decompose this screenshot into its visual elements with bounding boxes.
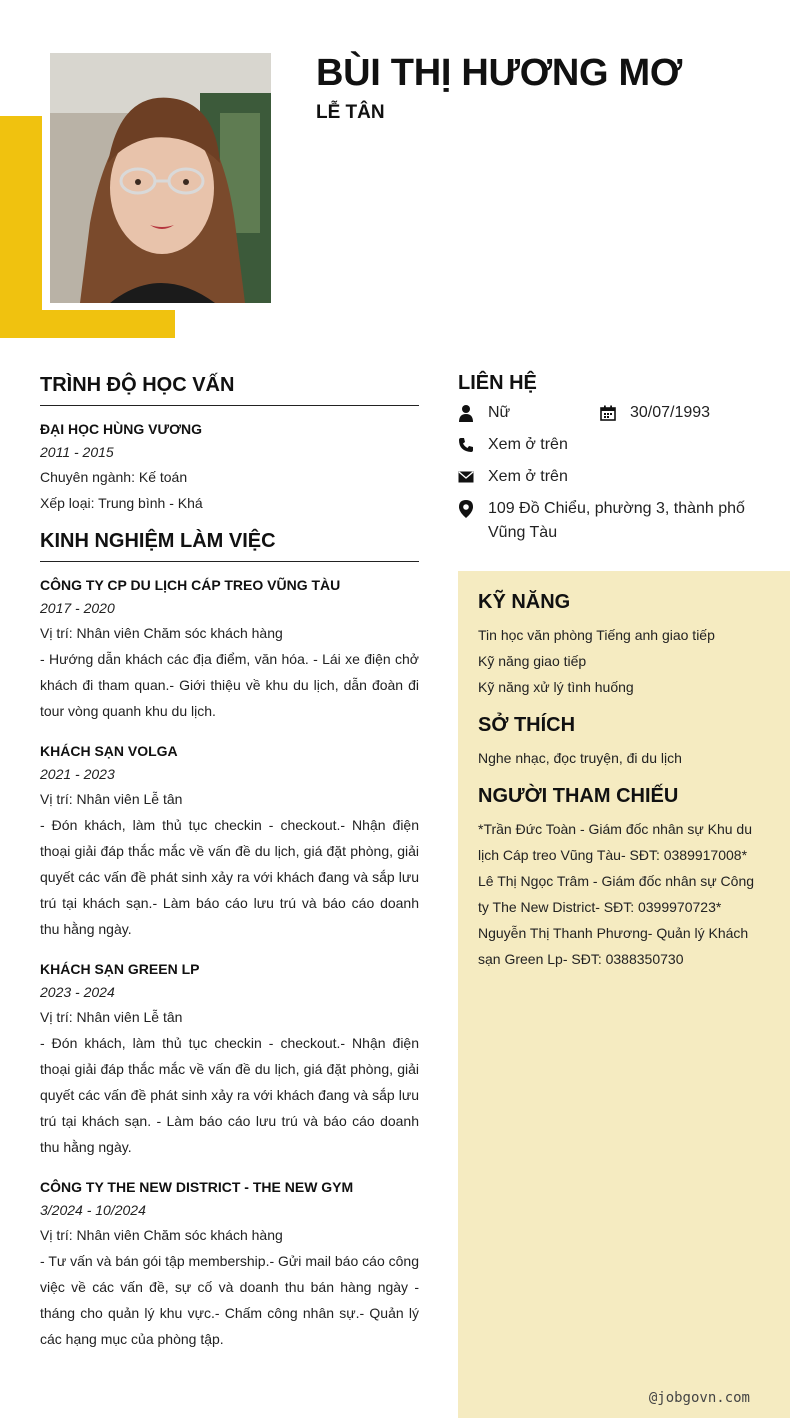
job-position: Vị trí: Nhân viên Lễ tân <box>40 791 183 807</box>
contact-row-email <box>458 465 758 489</box>
skill-item: Kỹ năng xử lý tình huống <box>478 679 634 695</box>
gender-value: Nữ <box>488 404 511 421</box>
job-company: KHÁCH SẠN VOLGA <box>40 743 178 759</box>
accent-bar-vertical <box>0 116 42 338</box>
dob-value: 30/07/1993 <box>630 404 711 421</box>
accent-bar-horizontal <box>0 310 175 338</box>
contact-row-phone <box>458 433 758 457</box>
phone-icon <box>458 433 488 457</box>
reference-line: ty The New District- SĐT: 0399970723* <box>478 899 722 915</box>
education-rank: Xếp loại: Trung bình - Khá <box>40 495 203 511</box>
job-entry <box>40 1176 419 1352</box>
left-column <box>40 374 419 1368</box>
reference-line: lịch Cáp treo Vũng Tàu- SĐT: 0389917008* <box>478 847 748 863</box>
person-icon <box>458 401 488 425</box>
job-position: Vị trí: Nhân viên Chăm sóc khách hàng <box>40 1227 283 1243</box>
reference-line: sạn Green Lp- SĐT: 0388350730 <box>478 951 684 967</box>
contact-heading: LIÊN HỆ <box>458 372 537 394</box>
skill-item: Tin học văn phòng Tiếng anh giao tiếp <box>478 627 715 643</box>
job-description: - Đón khách, làm thủ tục checkin - checkout.- Nhận điện thoại giải đáp thắc mắc về vấn đề du lịch, giá đặt phòng, giải quyết các vấn đề phát sinh xảy ra với khách đang và sắp lưu trú tại khách sạn. - Làm báo cáo lưu trú và báo cáo doanh thu hằng ngày. <box>40 1035 419 1155</box>
contact-row-address <box>458 497 758 545</box>
side-panel <box>458 571 790 1418</box>
job-period: 3/2024 - 10/2024 <box>40 1202 146 1218</box>
education-entry <box>40 418 419 516</box>
location-pin-icon <box>458 497 488 521</box>
contact-section <box>458 372 758 553</box>
watermark: @jobgovn.com <box>648 1390 750 1406</box>
contact-row-gender-dob <box>458 401 758 425</box>
hobbies-text: Nghe nhạc, đọc truyện, đi du lịch <box>478 750 682 766</box>
hobbies-heading: SỞ THÍCH <box>478 714 576 736</box>
candidate-name: BÙI THỊ HƯƠNG MƠ <box>316 52 682 94</box>
reference-line: *Trần Đức Toàn - Giám đốc nhân sự Khu du <box>478 821 752 837</box>
email-value: Xem ở trên <box>488 468 568 485</box>
job-period: 2023 - 2024 <box>40 984 115 1000</box>
job-description: - Tư vấn và bán gói tập membership.- Gửi mail báo cáo công việc về các vấn đề, sự cố và doanh thu bán hàng ngày - tháng cho quản lý khu vực.- Chấm công nhân sự.- Quản lý các hạng mục của phòng tập. <box>40 1253 419 1347</box>
address-value: 109 Đồ Chiểu, phường 3, thành phố Vũng Tàu <box>488 500 745 541</box>
references-heading: NGƯỜI THAM CHIẾU <box>478 785 679 807</box>
phone-value: Xem ở trên <box>488 436 568 453</box>
job-company: CÔNG TY CP DU LỊCH CÁP TREO VŨNG TÀU <box>40 577 341 593</box>
candidate-job-title: LỄ TÂN <box>316 102 385 123</box>
job-period: 2017 - 2020 <box>40 600 115 616</box>
job-position: Vị trí: Nhân viên Chăm sóc khách hàng <box>40 625 283 641</box>
reference-line: Lê Thị Ngọc Trâm - Giám đốc nhân sự Công <box>478 873 755 889</box>
hobbies-section <box>478 714 770 771</box>
profile-photo <box>50 53 271 303</box>
skill-item: Kỹ năng giao tiếp <box>478 653 587 669</box>
job-company: CÔNG TY THE NEW DISTRICT - THE NEW GYM <box>40 1179 354 1195</box>
job-description: - Đón khách, làm thủ tục checkin - checkout.- Nhận điện thoại giải đáp thắc mắc về vấn đề du lịch, giá đặt phòng, giải quyết các vấn đề phát sinh xảy ra với khách đang và sắp lưu trú tại khách sạn.- Làm báo cáo lưu trú và báo cáo doanh thu hằng ngày. <box>40 817 419 937</box>
calendar-icon <box>600 401 630 425</box>
experience-heading: KINH NGHIỆM LÀM VIỆC <box>40 530 419 562</box>
reference-line: Nguyễn Thị Thanh Phương- Quản lý Khách <box>478 925 749 941</box>
job-company: KHÁCH SẠN GREEN LP <box>40 961 200 977</box>
job-description: - Hướng dẫn khách các địa điểm, văn hóa. - Lái xe điện chở khách đi tham quan.- Giới thiệu về khu du lịch, dẫn đoàn đi tour vòng quanh khu du lịch. <box>40 651 419 719</box>
skills-heading: KỸ NĂNG <box>478 591 571 613</box>
job-position: Vị trí: Nhân viên Lễ tân <box>40 1009 183 1025</box>
job-period: 2021 - 2023 <box>40 766 115 782</box>
skills-section <box>478 591 770 700</box>
job-entry <box>40 740 419 942</box>
education-years: 2011 - 2015 <box>40 444 114 460</box>
education-heading: TRÌNH ĐỘ HỌC VẤN <box>40 374 419 406</box>
education-major: Chuyên ngành: Kế toán <box>40 469 188 485</box>
mail-icon <box>458 465 488 489</box>
job-entry <box>40 958 419 1160</box>
references-section <box>478 785 770 972</box>
job-entry <box>40 574 419 724</box>
school-name: ĐẠI HỌC HÙNG VƯƠNG <box>40 421 203 437</box>
